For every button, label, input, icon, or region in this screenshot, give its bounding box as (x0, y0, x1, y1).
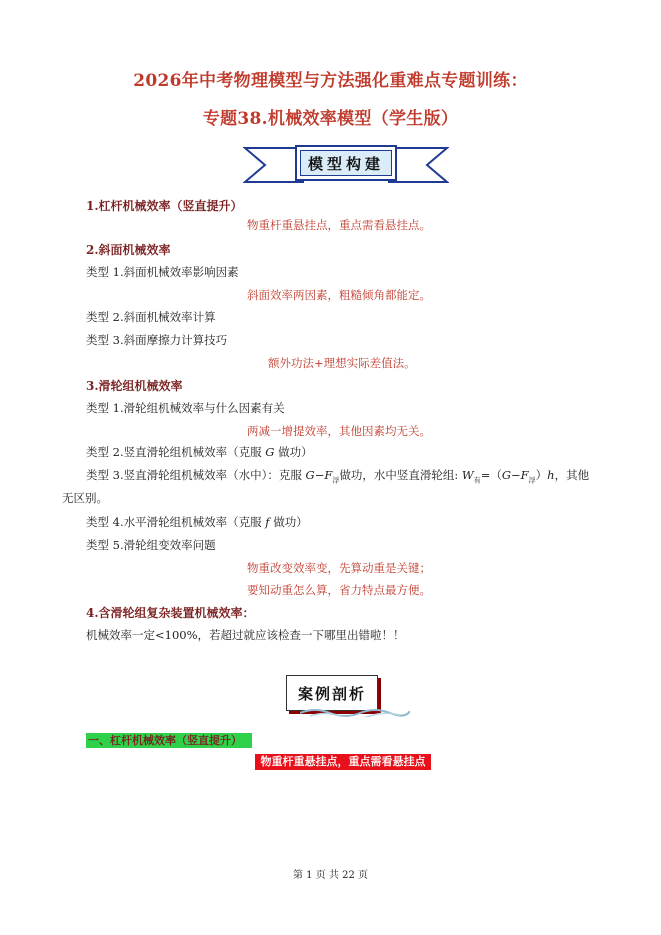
section-3-heading: 3.滑轮组机械效率 (86, 379, 183, 393)
section-2-tip-1: 斜面效率两因素，粗糙倾角都能定。 (247, 288, 431, 302)
case-banner: 案例剖析 (286, 675, 378, 711)
section-3-type-5: 类型 5.滑轮组变效率问题 (86, 538, 216, 552)
section-3-tip-5b: 要知动重怎么算，省力特点最方便。 (247, 583, 431, 597)
section-2-type-3: 类型 3.斜面摩擦力计算技巧 (86, 333, 228, 347)
section-2-heading: 2.斜面机械效率 (86, 243, 171, 257)
section-3-type-3-cont: 无区别。 (62, 491, 108, 505)
section-2-type-1: 类型 1.斜面机械效率影响因素 (86, 265, 239, 279)
section-3-type-3: 类型 3.竖直滑轮组机械效率（水中）：克服 $G-F_浮$做功，水中竖直滑轮组: $W_有=(G-F_浮)h$，其他 (86, 468, 590, 485)
doc-title-line2: 专题38.机械效率模型（学生版） (202, 109, 459, 129)
banner-frame (295, 145, 397, 181)
section-2-tip-3: 额外功法+理想实际差值法。 (268, 356, 416, 370)
section-3-type-1: 类型 1.滑轮组机械效率与什么因素有关 (86, 401, 285, 415)
section-3-tip-1: 两减一增提效率，其他因素均无关。 (247, 424, 431, 438)
doc-title-line1: 2026年中考物理模型与方法强化重难点专题训练： (133, 71, 528, 91)
section-banner (243, 142, 449, 188)
page-footer: 第 1 页 共 22 页 (293, 870, 368, 881)
section-4-text: 机械效率一定<100%，若超过就应该检查一下哪里出错啦！！ (86, 628, 405, 642)
section-1-heading: 1.杠杆机械效率（竖直提升） (86, 199, 243, 213)
section-2-type-2: 类型 2.斜面机械效率计算 (86, 310, 216, 324)
section-1-tip: 物重杆重悬挂点，重点需看悬挂点。 (247, 218, 431, 232)
section-3-tip-5a: 物重改变效率变，先算动重是关键； (247, 561, 431, 575)
subsection-tip: 物重杆重悬挂点，重点需看悬挂点 (255, 754, 431, 770)
banner-label: 模型构建 (300, 150, 392, 176)
section-3-type-2: 类型 2.竖直滑轮组机械效率（克服 G 做功） (86, 445, 313, 459)
section-3-type-4: 类型 4.水平滑轮组机械效率（克服 f 做功） (86, 515, 308, 529)
section-4-heading: 4.含滑轮组复杂装置机械效率： (86, 606, 255, 620)
wave-icon (300, 705, 410, 717)
subsection-heading: 一、杠杆机械效率（竖直提升） (86, 733, 252, 748)
